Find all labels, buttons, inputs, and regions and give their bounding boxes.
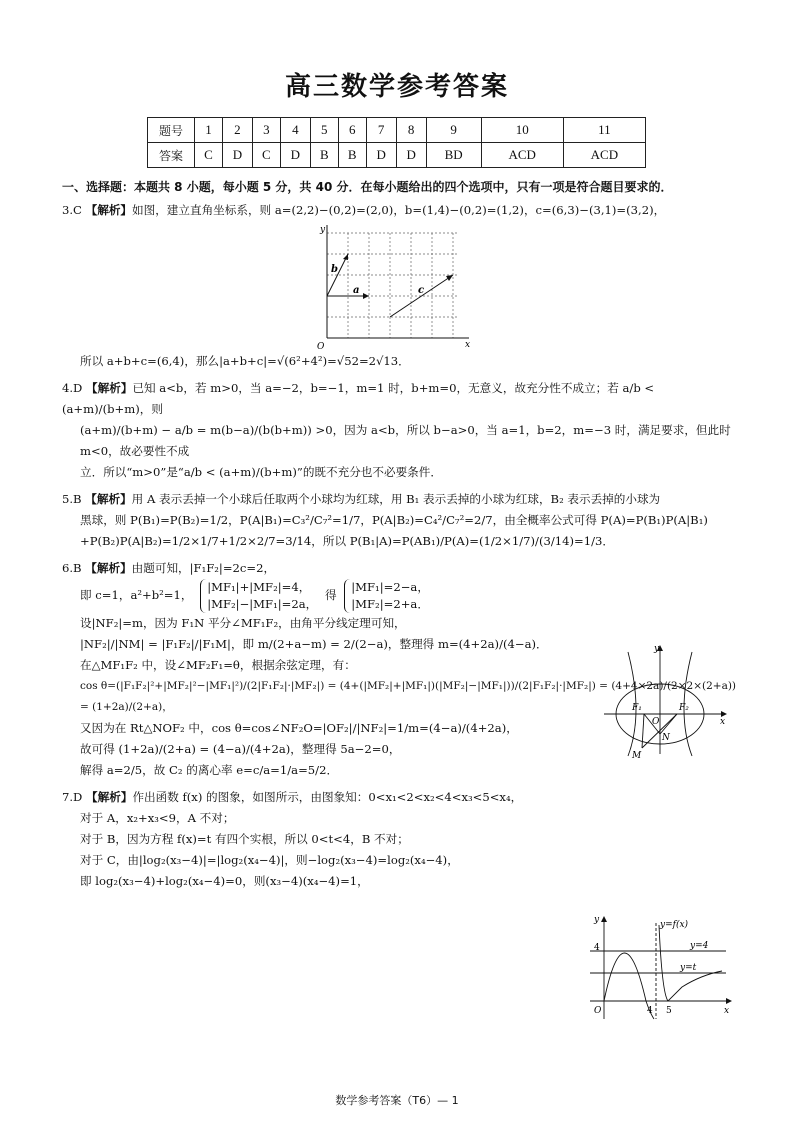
table-cell: 6	[338, 118, 366, 143]
q7-line5: 即 log₂(x₃−4)+log₂(x₄−4)=0，则(x₃−4)(x₄−4)=1，	[80, 874, 369, 888]
q6-line4: |NF₂|/|NM| = |F₁F₂|/|F₁M|，即 m/(2+a−m) = 2/(2−a)，整理得 m=(4+2a)/(4−a)．	[80, 637, 548, 651]
table-row-answers	[148, 143, 646, 168]
table-cell: ACD	[481, 143, 563, 168]
q7-line3: 对于 B，因为方程 f(x)=t 有四个实根，所以 0<t<4，B 不对；	[80, 832, 409, 846]
q4-line3: 立．所以“m>0”是“a/b < (a+m)/(b+m)”的既不充分也不必要条件．	[80, 465, 442, 479]
q3-line1	[62, 200, 738, 221]
section-heading: 一、选择题：本题共 8 小题，每小题 5 分，共 40 分．在每小题给出的四个选项中，只有一项是符合题目要求的．	[62, 180, 673, 194]
table-cell: B	[338, 143, 366, 168]
q6-line9: 解得 a=2/5，故 C₂ 的离心率 e=c/a=1/a=5/2．	[80, 763, 339, 777]
analysis-tag: 【解析】	[85, 492, 132, 506]
table-cell: 11	[563, 118, 645, 143]
table-cell: B	[310, 143, 338, 168]
analysis-tag: 【解析】	[86, 381, 133, 395]
q5-text: 用 A 表示丢掉一个小球后任取两个小球均为红球，用 B₁ 表示丢掉的小球为红球，B₂ 表示丢掉的小球为	[131, 492, 661, 506]
vector-grid-figure	[317, 223, 477, 351]
x-axis-label: x	[720, 717, 726, 727]
line-yt-label: y=t	[680, 963, 697, 973]
y-axis-label: y	[594, 915, 600, 925]
q7-line4: 对于 C，由|log₂(x₃−4)|=|log₂(x₄−4)|，则−log₂(x₃−4)=log₂(x₄−4)，	[80, 853, 459, 867]
table-cell: 4	[280, 118, 310, 143]
analysis-tag: 【解析】	[85, 203, 133, 217]
focus-f1-label: F₁	[632, 703, 642, 713]
q5-line2: 黑球，则 P(B₁)=P(B₂)=1/2，P(A|B₁)=C₃²/C₇²=1/7，P(A|B₂)=C₄²/C₇²=2/7，由全概率公式可得 P(A)=P(B₁)P(A|B₁)	[80, 513, 708, 527]
origin-label: O	[652, 717, 660, 727]
point-n-label: N	[662, 733, 670, 743]
table-cell: 10	[481, 118, 563, 143]
equation-system	[200, 579, 317, 613]
tick-x-5: 5	[666, 1006, 672, 1016]
table-cell: 1	[195, 118, 223, 143]
table-cell: D	[280, 143, 310, 168]
question-number: 6.B	[62, 561, 82, 575]
q6-line3: 设|NF₂|=m，因为 F₁N 平分∠MF₁F₂，由角平分线定理可知，	[80, 616, 406, 630]
equation-system	[344, 579, 429, 613]
equation: |MF₂|−|MF₁|=2a，	[207, 597, 318, 611]
tick-y-4: 4	[594, 943, 600, 953]
y-axis-label: y	[320, 225, 326, 235]
q6-text: 得	[324, 588, 337, 602]
q6-line1	[62, 558, 738, 579]
tick-x-4: 4	[647, 1006, 653, 1016]
table-cell: 5	[310, 118, 338, 143]
q6-text: 即 c=1，a²+b²=1，	[80, 588, 193, 602]
q7-text: 作出函数 f(x) 的图象，如图所示，由图象知：0<x₁<2<x₂<4<x₃<5<x₄，	[132, 790, 523, 804]
origin-label: O	[317, 342, 325, 351]
vector-c-label: c	[418, 285, 425, 296]
table-cell: D	[222, 143, 252, 168]
analysis-tag: 【解析】	[85, 561, 132, 575]
vector-b-label: b	[331, 264, 338, 275]
question-number: 7.D	[62, 790, 83, 804]
focus-f2-label: F₂	[679, 703, 689, 713]
q5-line1	[62, 489, 738, 510]
table-cell: 3	[252, 118, 280, 143]
table-row-numbers	[148, 118, 646, 143]
table-header: 答案	[148, 143, 195, 168]
q6-line6: cos θ=(|F₁F₂|²+|MF₂|²−|MF₁|²)/(2|F₁F₂|·|MF₂|) = (4+(|MF₂|+|MF₁|)(|MF₂|−|MF₁|))/(2|F₁F₂|·|MF₂|) = (4+4×2a)/(2×2×(2+a)) = (1+2a)/(2+a)，	[80, 680, 737, 713]
equation: |MF₁|+|MF₂|=4，	[207, 580, 311, 594]
q6-line5: 在△MF₁F₂ 中，设∠MF₂F₁=θ，根据余弦定理，有：	[80, 658, 356, 672]
q5-line3: +P(B₂)P(A|B₂)=1/2×1/7+1/2×2/7=3/14，所以 P(B₁|A)=P(AB₁)/P(A)=(1/2×1/7)/(3/14)=1/3．	[80, 534, 614, 548]
x-axis-label: x	[465, 340, 471, 350]
q7-line2: 对于 A，x₂+x₃<9，A 不对；	[80, 811, 235, 825]
table-cell: 8	[396, 118, 426, 143]
solutions-body	[62, 177, 738, 892]
q6-text: 由题可知，|F₁F₂|=2c=2，	[131, 561, 276, 575]
vector-a-label: a	[353, 285, 360, 296]
table-cell: 2	[222, 118, 252, 143]
point-m-label: M	[632, 751, 642, 760]
page-title: 高三数学参考答案	[284, 72, 509, 102]
q6-line7: 又因为在 Rt△NOF₂ 中，cos θ=cos∠NF₂O=|OF₂|/|NF₂|=1/m=(4−a)/(4+2a)，	[80, 721, 518, 735]
origin-label: O	[594, 1006, 602, 1016]
question-number: 4.D	[62, 381, 83, 395]
q3-text: 如图，建立直角坐标系，则 a=(2,2)−(0,2)=(2,0)，b=(1,4)−(0,2)=(1,2)，c=(6,3)−(3,1)=(3,2)，	[132, 203, 666, 217]
question-number: 5.B	[62, 492, 82, 506]
table-header: 题号	[148, 118, 195, 143]
table-cell: D	[396, 143, 426, 168]
page-footer: 数学参考答案（T6）— 1	[335, 1094, 459, 1107]
answer-table	[147, 117, 646, 168]
table-cell: C	[195, 143, 223, 168]
function-graph-figure	[586, 913, 736, 1025]
q3-line2: 所以 a+b+c=(6,4)，那么|a+b+c|=√(6²+4²)=√52=2√13．	[80, 354, 410, 368]
table-cell: C	[252, 143, 280, 168]
line-y4-label: y=4	[690, 941, 709, 951]
q4-text: 已知 a<b，若 m>0，当 a=−2，b=−1，m=1 时，b+m=0，无意义，故充分性不成立；若 a/b < (a+m)/(b+m)，则	[62, 381, 655, 416]
table-cell: ACD	[563, 143, 645, 168]
y-axis-label: y	[654, 644, 660, 654]
table-cell: 9	[426, 118, 481, 143]
question-number: 3.C	[62, 203, 82, 217]
q6-line2	[62, 579, 738, 613]
q4-line2: (a+m)/(b+m) − a/b = m(b−a)/(b(b+m)) >0，因为 a<b，所以 b−a>0，当 a=1，b=2，m=−3 时，满足要求，但此时 m<0，故必要性不成	[80, 423, 731, 458]
curve-label: y=f(x)	[660, 920, 689, 930]
table-cell: 7	[366, 118, 396, 143]
equation: |MF₂|=2+a．	[351, 597, 429, 611]
q4-line1	[62, 378, 738, 420]
table-cell: D	[366, 143, 396, 168]
equation: |MF₁|=2−a，	[351, 580, 429, 594]
q7-line1	[62, 787, 738, 808]
q6-line8: 故可得 (1+2a)/(2+a) = (4−a)/(4+2a)，整理得 5a−2=0，	[80, 742, 401, 756]
x-axis-label: x	[724, 1006, 730, 1016]
table-cell: BD	[426, 143, 481, 168]
ellipse-hyperbola-figure	[600, 642, 730, 760]
analysis-tag: 【解析】	[86, 790, 133, 804]
